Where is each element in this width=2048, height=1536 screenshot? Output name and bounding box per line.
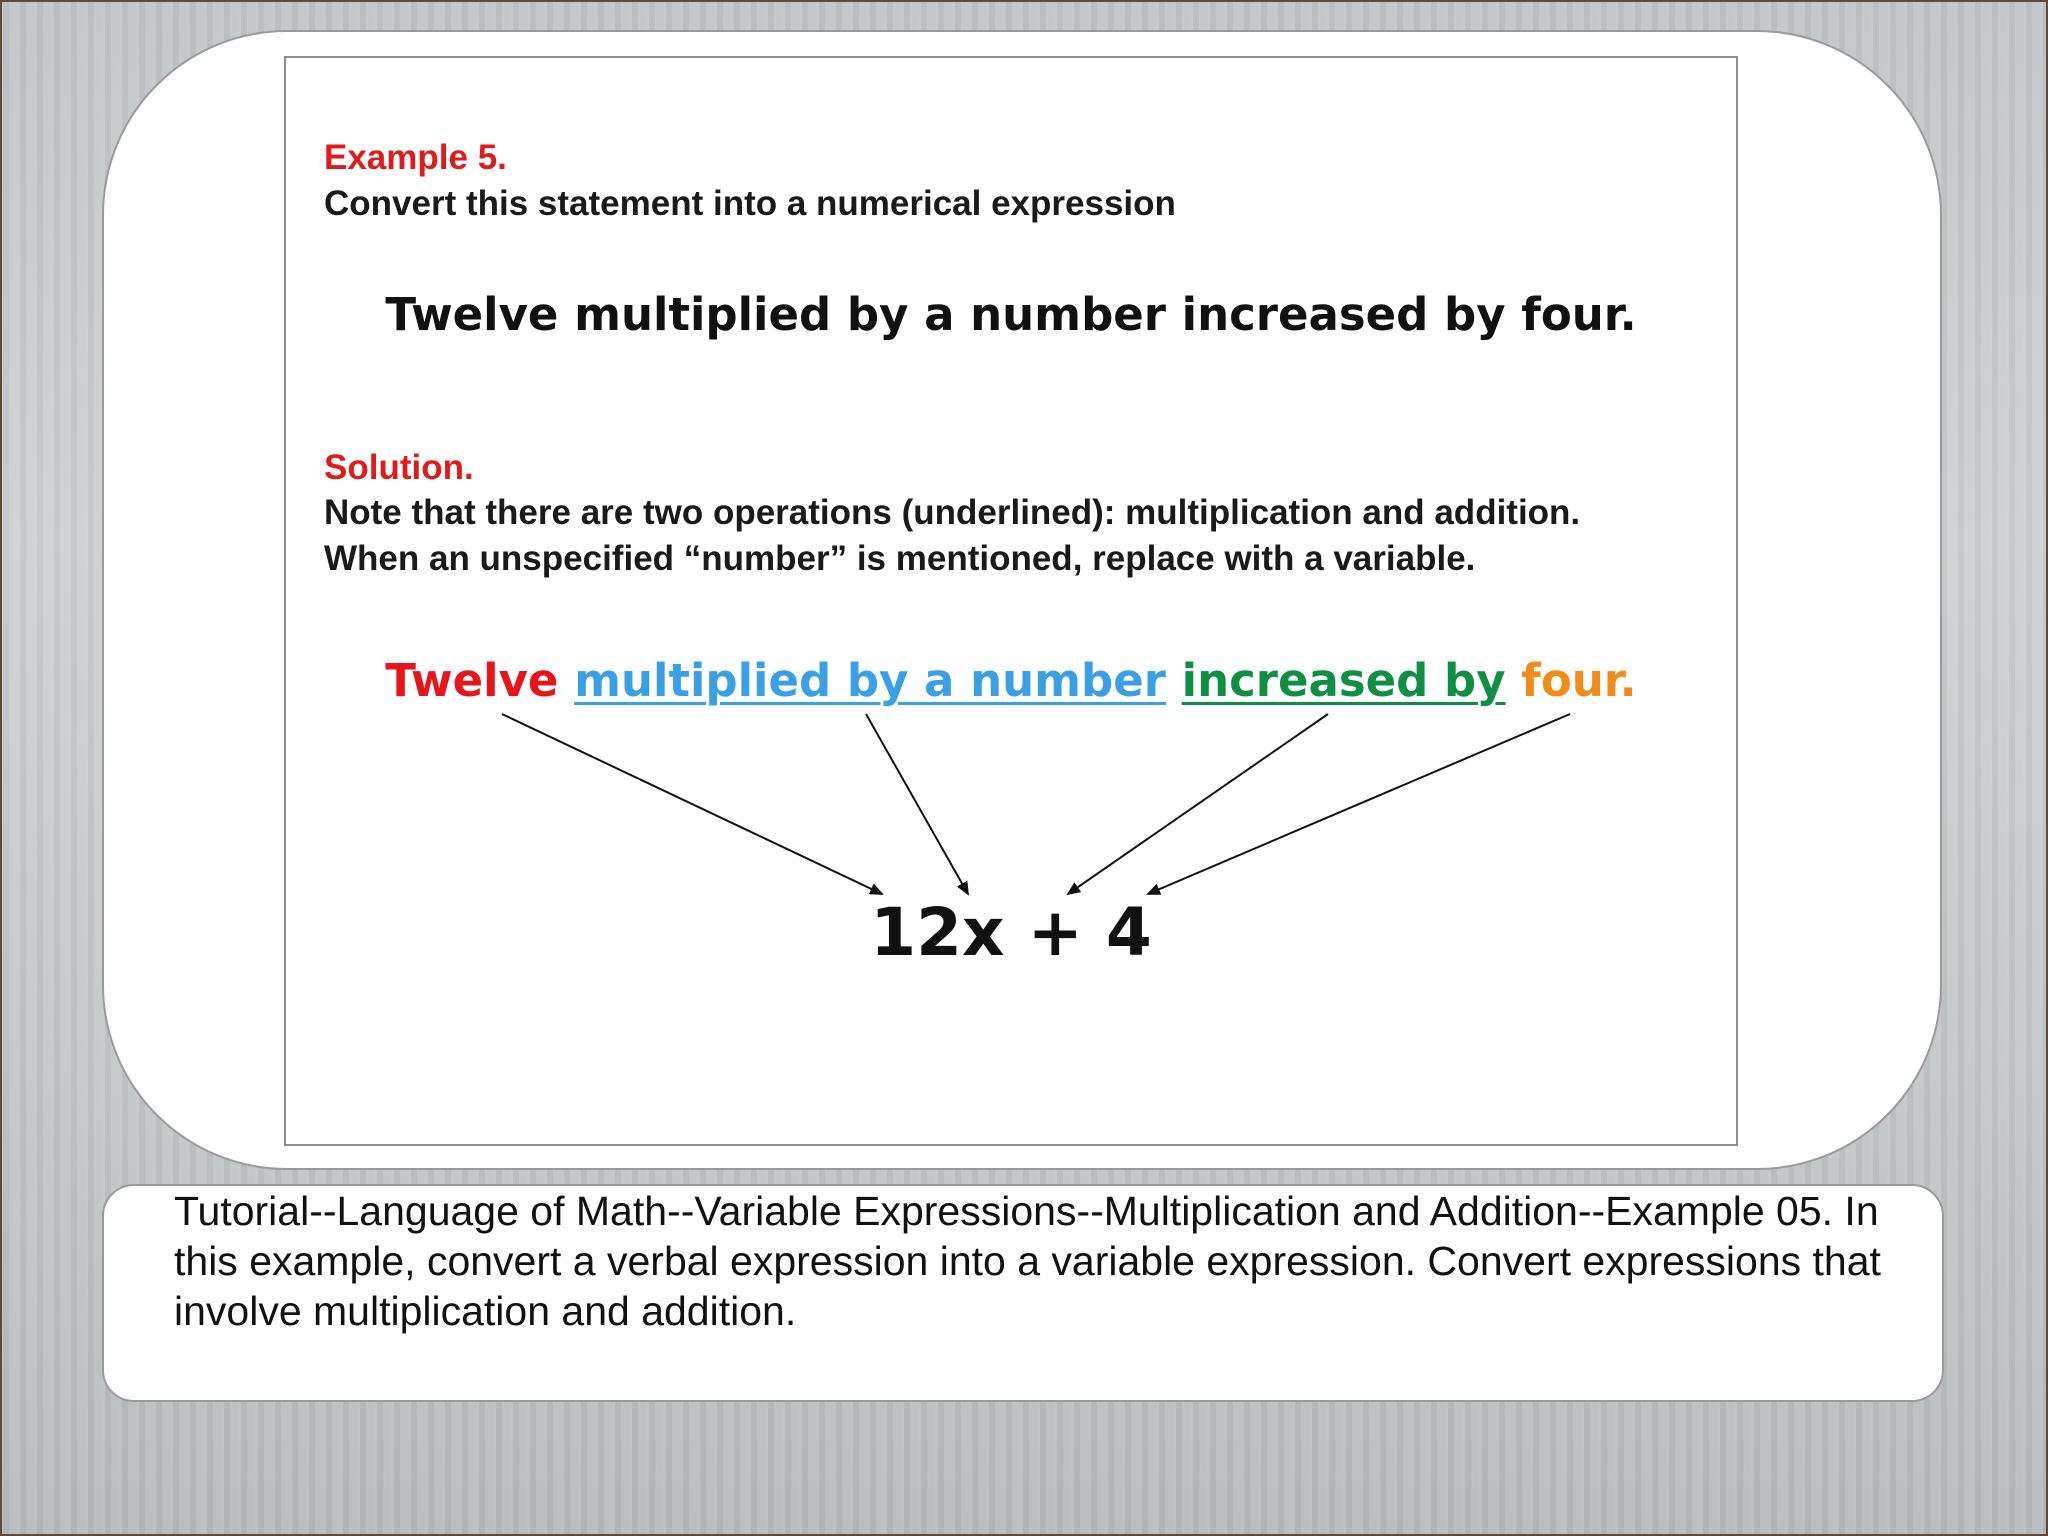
arrow-four <box>1148 714 1570 894</box>
variable-expression: 12x + 4 <box>870 894 1152 971</box>
segment-four: four. <box>1521 654 1637 707</box>
prompt-text: Convert this statement into a numerical expression <box>324 184 1176 223</box>
arrow-multiplied <box>866 714 968 894</box>
mapping-arrows <box>286 58 1740 1148</box>
verbal-statement: Twelve multiplied by a number increased by four. <box>385 288 1637 341</box>
caption-text: Tutorial--Language of Math--Variable Expressions--Multiplication and Addition--Example 05. In this example, convert a verbal expression into a variable expression. Convert expressions that involve multiplication and addition. <box>174 1188 1881 1334</box>
segment-twelve: Twelve <box>385 654 559 707</box>
arrow-increased <box>1068 714 1328 894</box>
slide-image <box>284 56 1738 1146</box>
arrow-twelve <box>502 714 882 894</box>
solution-title: Solution. <box>324 448 474 487</box>
segment-increased-by: increased by <box>1181 654 1506 707</box>
caption-card <box>102 1184 1944 1402</box>
segment-multiplied-by-a-number: multiplied by a number <box>574 654 1166 707</box>
solution-explanation: Note that there are two operations (underlined): multiplication and addition. When an unspecified “number” is mentioned, replace with a variable. <box>324 493 1581 578</box>
example-title: Example 5. <box>324 138 507 177</box>
